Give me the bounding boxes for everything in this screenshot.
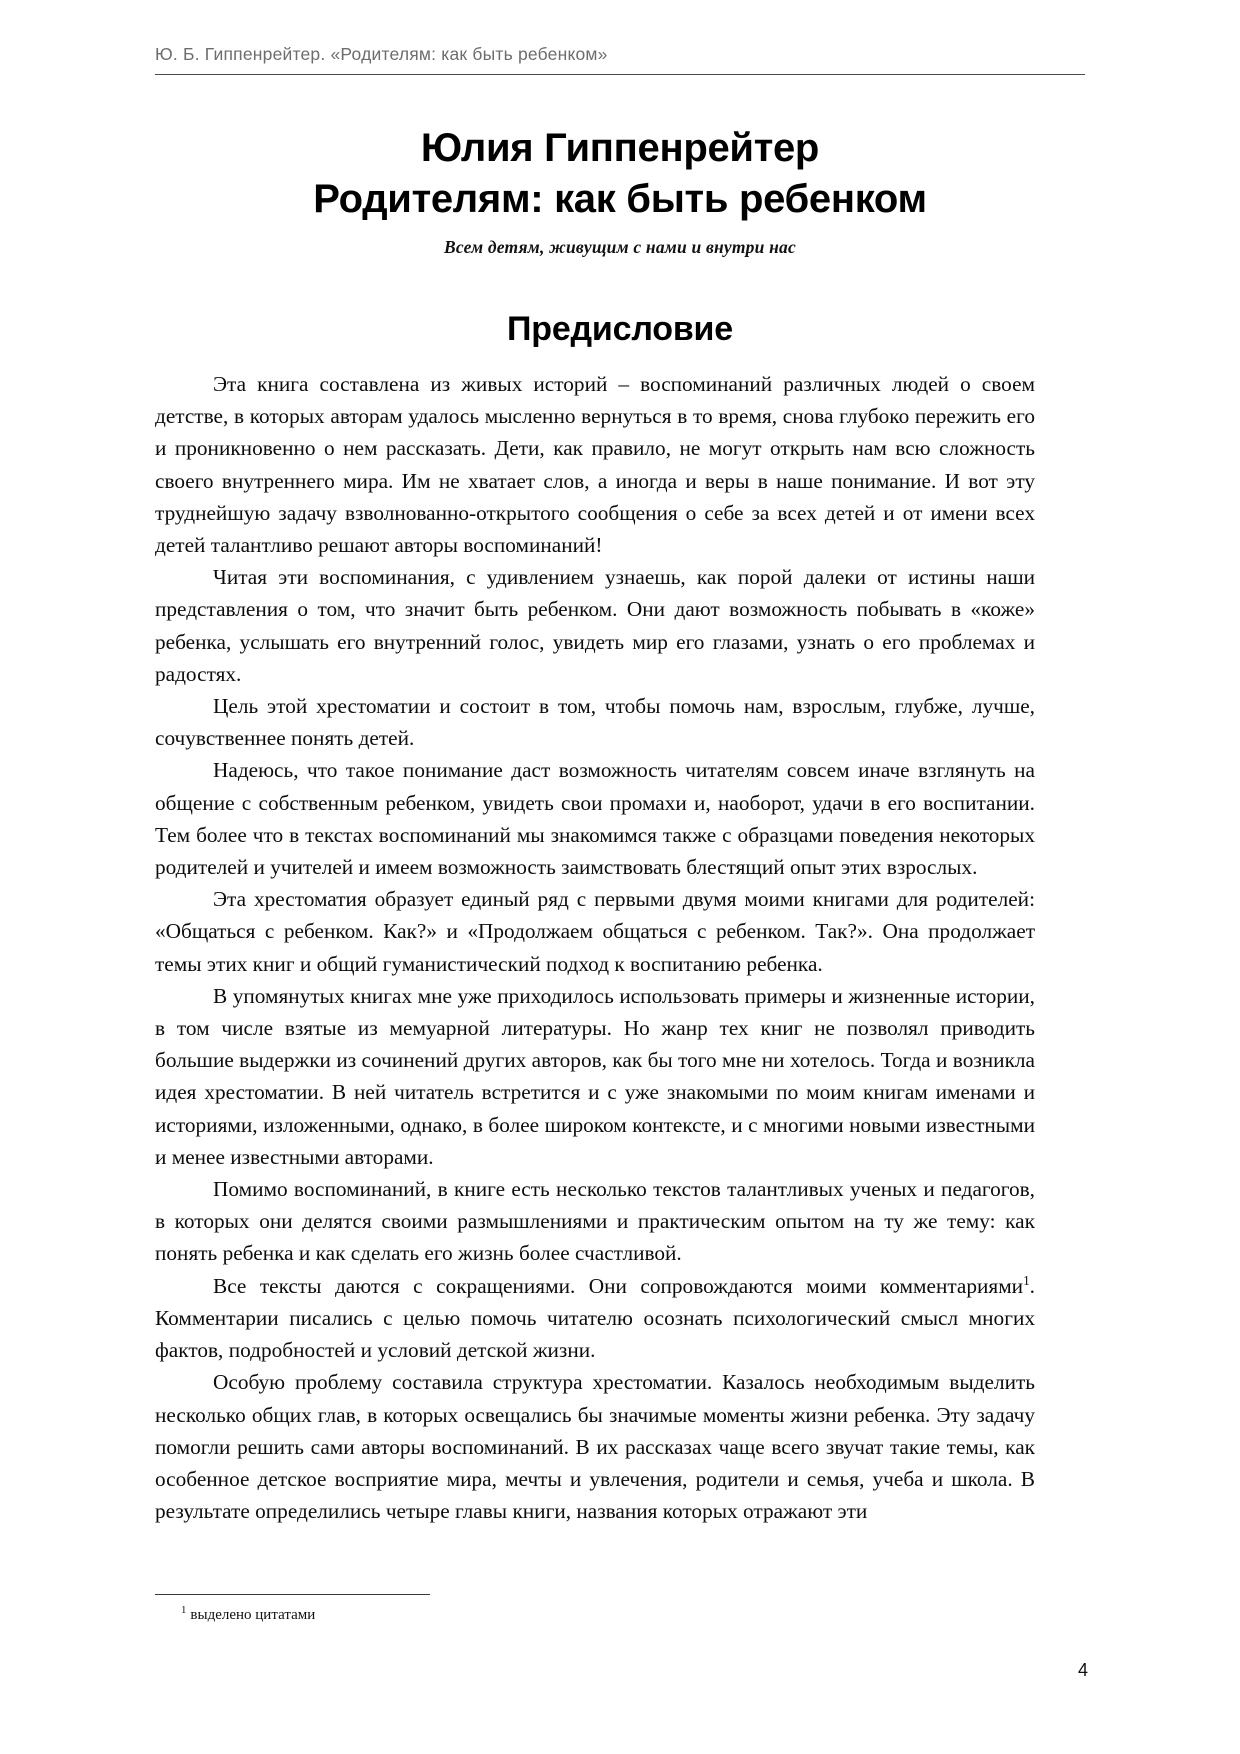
running-header [155, 44, 1085, 75]
paragraph: Цель этой хрестоматии и состоит в том, чтобы помочь нам, взрослым, глубже, лучше, сочувственнее понять детей. [155, 694, 1035, 751]
paragraph: Читая эти воспоминания, с удивлением узнаешь, как порой далеки от истины наши представления о том, что значит быть ребенком. Они дают возможность побывать в «коже» ребенка, услышать его внутренний голос, увидеть мир его глазами, узнать о его проблемах и радостях. [155, 565, 1035, 686]
title-block [155, 125, 1085, 258]
paragraph: Эта книга составлена из живых историй – воспоминаний различных людей о своем детстве, в которых авторам удалось мысленно вернуться в то время, снова глубоко пережить его и проникновенно о нем рассказать. Дети, как правило, не могут открыть нам всю сложность своего внутреннего мира. Им не хватает слов, а иногда и веры в наше понимание. И вот эту труднейшую задачу взволнованно-открытого сообщения о себе за всех детей и от имени всех детей талантливо решают авторы воспоминаний! [155, 372, 1035, 558]
footnote-reference-marker[interactable]: 1 [1023, 1272, 1030, 1288]
footnote-entry [181, 1604, 1035, 1624]
book-author: Юлия Гиппенрейтер [420, 126, 820, 170]
paragraph: Эта хрестоматия образует единый ряд с первыми двумя моими книгами для родителей: «Общаться с ребенком. Как?» и «Продолжаем общаться с ребенком. Так?». Она продолжает темы этих книг и общий гуманистический подход к воспитанию ребенка. [155, 887, 1035, 976]
footnote-separator [155, 1594, 430, 1595]
dedication-line: Всем детям, живущим с нами и внутри нас [444, 237, 796, 258]
paragraph: В упомянутых книгах мне уже приходилось использовать примеры и жизненные истории, в том числе взятые из мемуарной литературы. Но жанр тех книг не позволял приводить большие выдержки из сочинений других авторов, как бы того мне ни хотелось. Тогда и возникла идея хрестоматии. В ней читатель встретится и с уже знакомыми по моим книгам именами и историями, изложенными, однако, в более широком контексте, и с многими новыми известными и менее известными авторами. [155, 983, 1035, 1169]
header-divider [155, 74, 1085, 75]
paragraph-text-before-footnote: Все тексты даются с сокращениями. Они сопровождаются моими комментариями [213, 1273, 1024, 1298]
paragraph-text-after-footnote: . Комментарии писались с целью помочь читателю осознать психологический смысл многих фактов, подробностей и условий детской жизни. [155, 1273, 1035, 1363]
paragraph: Надеюсь, что такое понимание даст возможность читателям совсем иначе взглянуть на общение с собственным ребенком, увидеть свои промахи и, наоборот, удачи в его воспитании. Тем более что в текстах воспоминаний мы знакомимся также с образцами поведения некоторых родителей и учителей и имеем возможность заимствовать блестящий опыт этих взрослых. [155, 758, 1035, 880]
body-text [155, 368, 1035, 1527]
footnote-label: выделено цитатами [190, 1607, 316, 1623]
footnote-area [155, 1594, 1035, 1624]
footnote-marker: 1 [181, 1604, 187, 1616]
running-header-title: Ю. Б. Гиппенрейтер. «Родителям: как быть ребенком» [155, 44, 608, 64]
section-heading-preface: Предисловие [507, 310, 733, 348]
book-title: Родителям: как быть ребенком [313, 177, 927, 222]
page-number: 4 [1077, 1660, 1088, 1680]
paragraph-with-footnote [155, 1270, 1035, 1367]
paragraph: Особую проблему составила структура хрестоматии. Казалось необходимым выделить несколько общих глав, в которых освещались бы значимые моменты жизни ребенка. Эту задачу помогли решить сами авторы воспоминаний. В их рассказах чаще всего звучат такие темы, как особенное детское восприятие мира, мечты и увлечения, родители и семья, учеба и школа. В результате определились четыре главы книги, названия которых отражают эти [155, 1370, 1035, 1524]
paragraph: Помимо воспоминаний, в книге есть несколько текстов талантливых ученых и педагогов, в которых они делятся своими размышлениями и практическим опытом на ту же тему: как понять ребенка и как сделать его жизнь более счастливой. [155, 1177, 1035, 1266]
